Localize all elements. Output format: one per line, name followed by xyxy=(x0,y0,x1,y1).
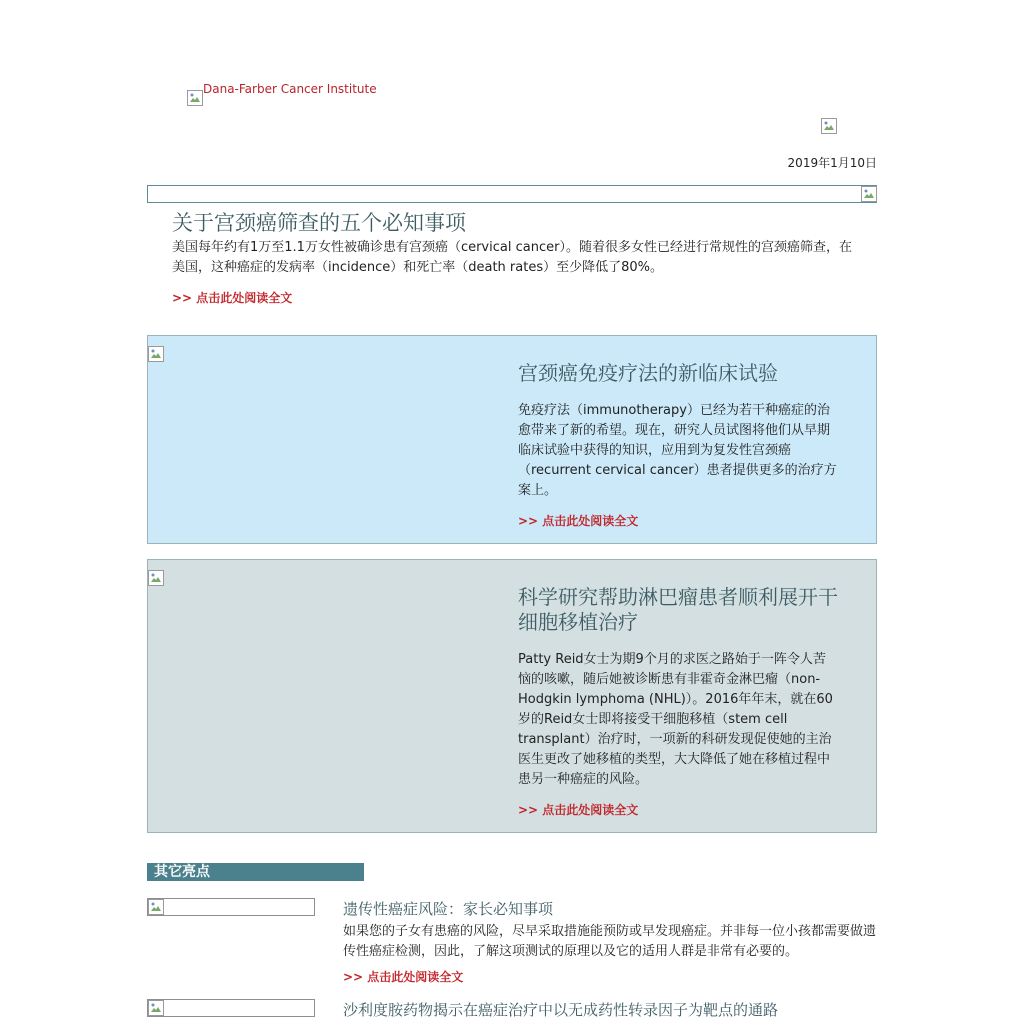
broken-image-icon xyxy=(187,90,203,106)
highlight-body: 如果您的子女有患癌的风险，尽早采取措施能预防或早发现癌症。并非每一位小孩都需要做遗传性癌症检测，因此，了解这项测试的原理以及它的适用人群是非常有必要的。 xyxy=(343,924,877,959)
broken-image-icon xyxy=(861,186,877,202)
thumbnail-image[interactable] xyxy=(147,898,315,916)
broken-image-icon xyxy=(821,118,837,134)
other-highlights-heading: 其它亮点 xyxy=(147,863,364,881)
broken-image-icon xyxy=(148,899,164,915)
card-title[interactable]: 宫颈癌免疫疗法的新临床试验 xyxy=(518,361,778,385)
card-title[interactable]: 科学研究帮助淋巴瘤患者顺利展开干细胞移植治疗 xyxy=(518,585,838,634)
card-read-more-link[interactable]: >> 点击此处阅读全文 xyxy=(518,803,639,817)
card-read-more-link[interactable]: >> 点击此处阅读全文 xyxy=(518,514,639,528)
highlight-read-more-link[interactable]: >> 点击此处阅读全文 xyxy=(343,970,464,984)
broken-image-icon xyxy=(148,346,164,362)
feature-read-more-link[interactable]: >> 点击此处阅读全文 xyxy=(172,291,293,305)
feature-article-title[interactable]: 关于宫颈癌筛查的五个必知事项 xyxy=(172,211,466,235)
article-card-immunotherapy xyxy=(147,335,877,544)
logo-alt-text: Dana-Farber Cancer Institute xyxy=(203,82,377,96)
highlight-title[interactable]: 遗传性癌症风险：家长必知事项 xyxy=(343,900,554,918)
card-body: 免疫疗法（immunotherapy）已经为若干种癌症的治愈带来了新的希望。现在，研究人员试图将他们从早期临床试验中获得的知识，应用到为复发性宫颈癌（recurrent cervical cancer）患者提供更多的治疗方案上。 xyxy=(518,403,837,498)
article-card-lymphoma xyxy=(147,559,877,833)
newsletter-date: 2019年1月10日 xyxy=(787,156,877,170)
broken-image-icon xyxy=(148,570,164,586)
broken-image-icon xyxy=(148,1000,164,1016)
feature-article-body: 美国每年约有1万至1.1万女性被确诊患有宫颈癌（cervical cancer）。随着很多女性已经进行常规性的宫颈癌筛查，在美国，这种癌症的发病率（incidence）和死亡率（death rates）至少降低了80%。 xyxy=(172,240,852,275)
banner-image xyxy=(147,185,877,203)
card-body: Patty Reid女士为期9个月的求医之路始于一阵令人苦恼的咳嗽，随后她被诊断患有非霍奇金淋巴瘤（non-Hodgkin lymphoma (NHL)）。2016年年末，就在60岁的Reid女士即将接受干细胞移植（stem cell transplant）治疗时，一项新的科研发现促使她的主治医生更改了她移植的类型，大大降低了她在移植过程中患另一种癌症的风险。 xyxy=(518,652,833,787)
highlight-title[interactable]: 沙利度胺药物揭示在癌症治疗中以无成药性转录因子为靶点的通路 xyxy=(343,1001,779,1019)
thumbnail-image[interactable] xyxy=(147,999,315,1017)
